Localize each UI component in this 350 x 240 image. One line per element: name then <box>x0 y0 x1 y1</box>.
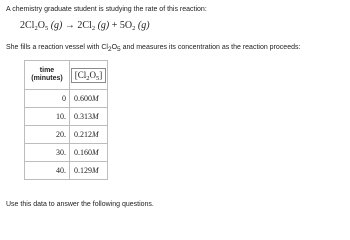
concentration-unit: M <box>92 94 99 103</box>
reactant-coefficient: 2 <box>20 20 25 31</box>
concentration-cell <box>70 162 108 180</box>
table-row <box>25 126 108 144</box>
concentration-cell <box>70 144 108 162</box>
concentration-value: 0.212 <box>74 130 92 139</box>
reactant-state: (g) <box>50 20 63 31</box>
concentration-unit: M <box>92 112 99 121</box>
header-subscript-2: 5 <box>96 74 100 82</box>
setup-text-before: She fills a reaction vessel with <box>6 44 102 51</box>
concentration-value: 0.600 <box>74 94 92 103</box>
table-header-row <box>25 61 108 90</box>
product-2-element: O <box>124 20 133 31</box>
product-1-coefficient: 2 <box>77 20 83 31</box>
time-header-unit: (minutes) <box>31 75 63 82</box>
concentration-value: 0.160 <box>74 148 92 157</box>
time-header-label: time <box>39 67 55 74</box>
reaction-arrow: → <box>64 20 75 31</box>
setup-subscript-1: 2 <box>107 46 112 53</box>
time-cell: 10. <box>25 108 70 126</box>
table-row <box>25 108 108 126</box>
product-1-subscript: 2 <box>91 25 96 32</box>
concentration-value: 0.129 <box>74 166 92 175</box>
product-2-subscript: 2 <box>132 25 136 32</box>
reactant-element-1: Cl <box>25 20 35 31</box>
time-cell: 20. <box>25 126 70 144</box>
product-2-state: (g) <box>137 20 150 31</box>
concentration-unit: M <box>92 166 99 175</box>
concentration-cell <box>70 108 108 126</box>
product-2-coefficient: 5 <box>119 20 125 31</box>
reactant-subscript-2: 5 <box>44 25 49 32</box>
plus-sign: + <box>111 20 118 31</box>
time-column-header <box>25 61 70 90</box>
concentration-cell <box>70 90 108 108</box>
instructions-text: Use this data to answer the following questions. <box>6 201 154 208</box>
setup-text <box>6 43 300 52</box>
time-cell: 30. <box>25 144 70 162</box>
concentration-column-header <box>70 61 108 90</box>
product-1-state: (g) <box>97 20 110 31</box>
concentration-table <box>24 60 108 180</box>
setup-element-2: O <box>111 44 118 51</box>
concentration-value: 0.313 <box>74 112 92 121</box>
concentration-header-label <box>71 68 107 83</box>
setup-subscript-2: 5 <box>117 46 121 53</box>
setup-element-1: Cl <box>101 44 108 51</box>
header-element-1: Cl <box>77 69 87 80</box>
time-cell: 0 <box>25 90 70 108</box>
concentration-unit: M <box>92 148 99 157</box>
intro-text: A chemistry graduate student is studying the rate of this reaction: <box>6 6 207 13</box>
reactant-subscript-1: 2 <box>34 25 38 32</box>
table-row <box>25 90 108 108</box>
setup-text-after: and measures its concentration as the reaction proceeds: <box>120 44 301 51</box>
concentration-unit: M <box>92 130 99 139</box>
table-row <box>25 144 108 162</box>
product-1-element: Cl <box>82 20 92 31</box>
reaction-equation <box>20 20 150 33</box>
table-row <box>25 162 108 180</box>
close-bracket: ] <box>99 69 103 80</box>
open-bracket: [ <box>74 69 78 80</box>
header-element-2: O <box>89 69 96 80</box>
reactant-element-2: O <box>37 20 45 31</box>
concentration-cell <box>70 126 108 144</box>
time-cell: 40. <box>25 162 70 180</box>
header-subscript-1: 2 <box>86 74 90 82</box>
